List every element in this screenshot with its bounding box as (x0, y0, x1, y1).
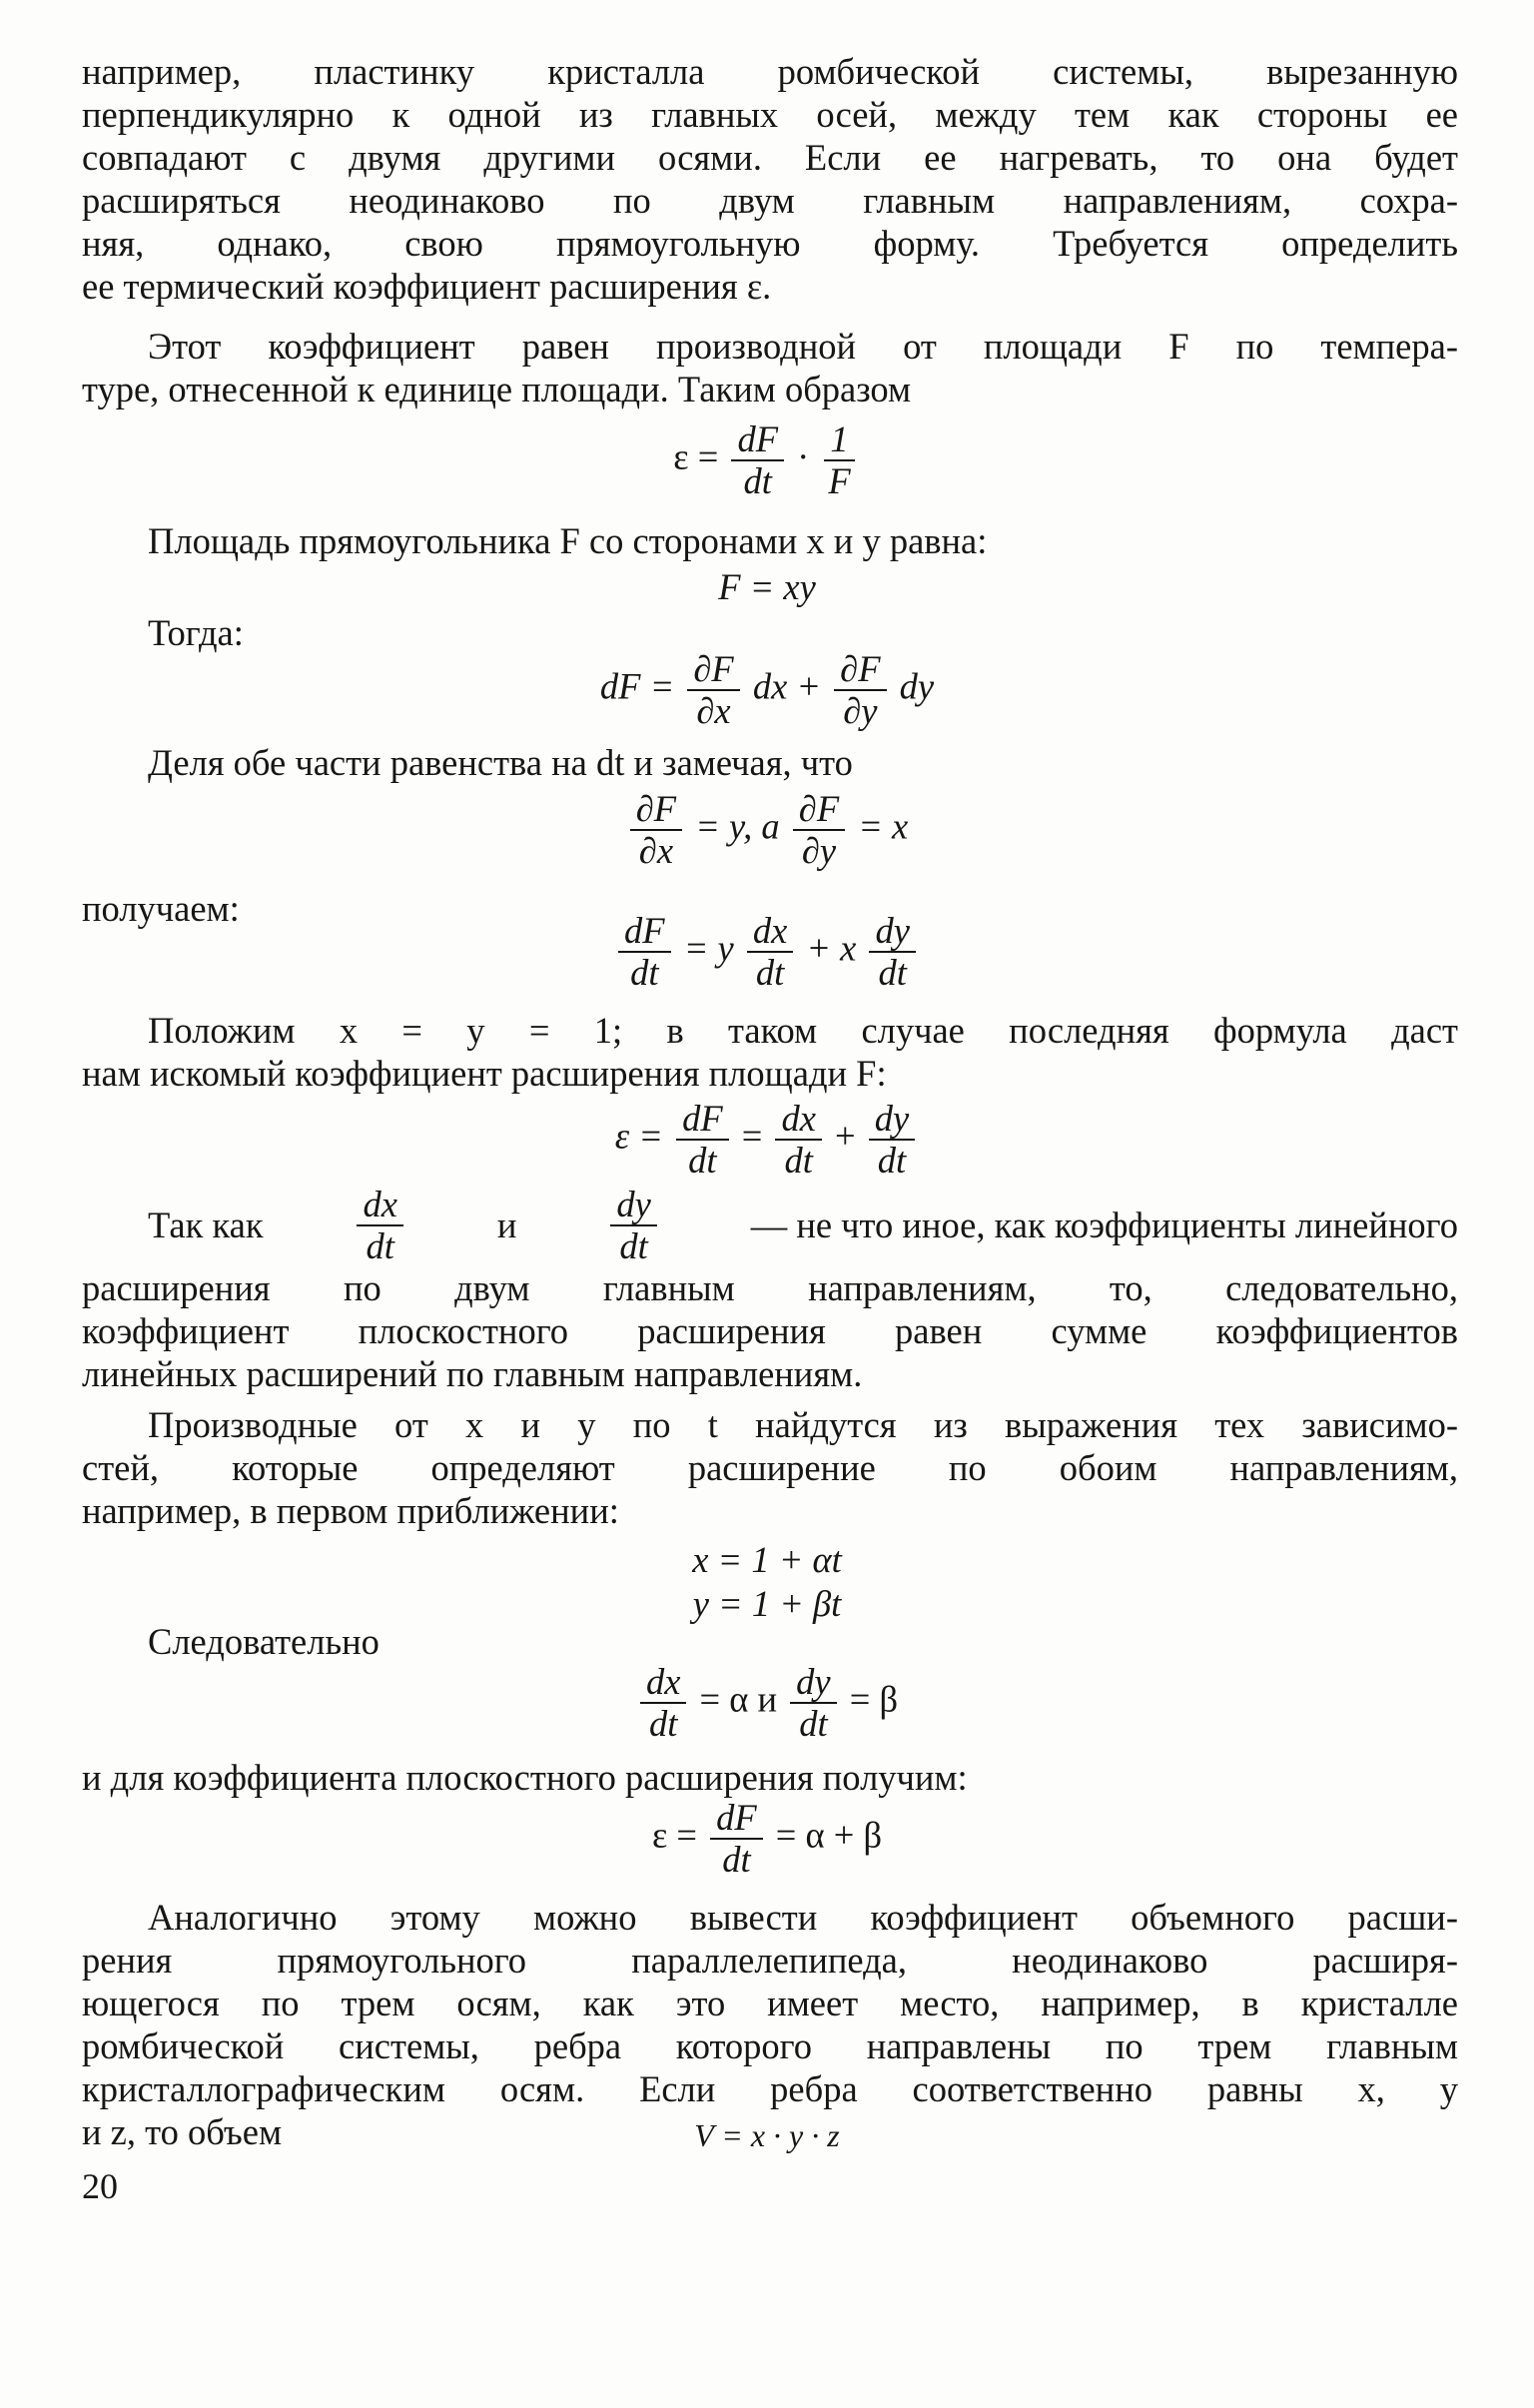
body-line: нам искомый коэффициент расширения площади F: (82, 1053, 887, 1094)
body-line: стей, которые определяют расширение по обоим направлениям, (82, 1447, 1458, 1488)
equation-y: y = 1 + βt (692, 1583, 842, 1624)
body-line: Деля обе части равенства на dt и замечая, что (148, 742, 853, 783)
equation-alpha-beta: $\frac{dx}{dt}$ = α и $\frac{dy}{dt}$ = β (0, 1662, 1534, 1744)
equation-area-coefficient: ε = $\frac{dF}{dt}$ = $\frac{dx}{dt}$ + $\frac{dy}{dt}$ (0, 1099, 1534, 1181)
body-line: и z, то объем (82, 2111, 283, 2152)
body-line: совпадают с двумя другими осями. Если ее нагревать, то она будет (82, 137, 1458, 178)
equation-total-differential: dF = $\frac{\partial F}{\partial x}$ dx + $\frac{\partial F}{\partial y}$ dy (599, 648, 935, 731)
equation-dF-dt: $\frac{dF}{dt}$ = y $\frac{dx}{dt}$ + x $\frac{dy}{dt}$ (0, 911, 1534, 993)
body-line: ее термический коэффициент расширения ε. (82, 266, 772, 307)
body-line: ромбической системы, ребра которого направлены по трем главным (82, 2025, 1458, 2066)
body-line: коэффициент плоскостного расширения равен сумме коэффициентов (82, 1310, 1458, 1351)
equation-epsilon-definition: ε = $\frac{dF}{dt}$ · $\frac{1}{F}$ (0, 419, 1534, 501)
body-line: Производные от x и y по t найдутся из выражения тех зависимо- (148, 1404, 1458, 1445)
equation-area: F = xy (718, 566, 816, 607)
equation-final: ε = $\frac{dF}{dt}$ = α + β (651, 1797, 883, 1880)
body-line: Следовательно (148, 1621, 380, 1662)
body-line: Положим x = y = 1; в таком случае последняя формула даст (148, 1010, 1458, 1051)
body-line: Этот коэффициент равен производной от площади F по темпера- (148, 326, 1458, 367)
equation-x: x = 1 + αt (692, 1539, 842, 1580)
body-line: расширяться неодинаково по двум главным направлениям, сохра- (82, 180, 1458, 221)
body-line: Тогда: (148, 612, 244, 653)
page-number: 20 (82, 2166, 118, 2206)
body-line: расширения по двум главным направлениям, то, следовательно, (82, 1267, 1458, 1308)
body-line: линейных расширений по главным направлениям. (82, 1353, 863, 1394)
body-line: например, в первом приближении: (82, 1490, 619, 1531)
body-line: и для коэффициента плоскостного расширения получим: (82, 1757, 968, 1798)
body-line: Аналогично этому можно вывести коэффициент объемного расши- (148, 1897, 1458, 1938)
body-line: кристаллографическим осям. Если ребра соответственно равны x, y (82, 2068, 1458, 2109)
body-line: Площадь прямоугольника F со сторонами x и y равна: (148, 520, 988, 561)
equation-partials: $\frac{\partial F}{\partial x}$ = y, а $\frac{\partial F}{\partial y}$ = x (0, 789, 1534, 871)
body-line: туре, отнесенной к единице площади. Таким образом (82, 369, 912, 409)
body-line: ющегося по трем осям, как это имеет место, например, в кристалле (82, 1983, 1458, 2023)
equation-volume: V = x · y · z (694, 2117, 840, 2153)
body-line-with-fractions: Так как $\frac{dx}{dt}$ и $\frac{dy}{dt}$ — не что иное, как коэффициенты линейного (148, 1184, 1458, 1266)
body-line: перпендикулярно к одной из главных осей, между тем как стороны ее (82, 94, 1458, 135)
body-line: получаем: (82, 888, 240, 929)
body-line: например, пластинку кристалла ромбической системы, вырезанную (82, 51, 1458, 92)
body-line: няя, однако, свою прямоугольную форму. Требуется определить (82, 223, 1458, 264)
body-line: рения прямоугольного параллелепипеда, неодинаково расширя- (82, 1940, 1458, 1981)
